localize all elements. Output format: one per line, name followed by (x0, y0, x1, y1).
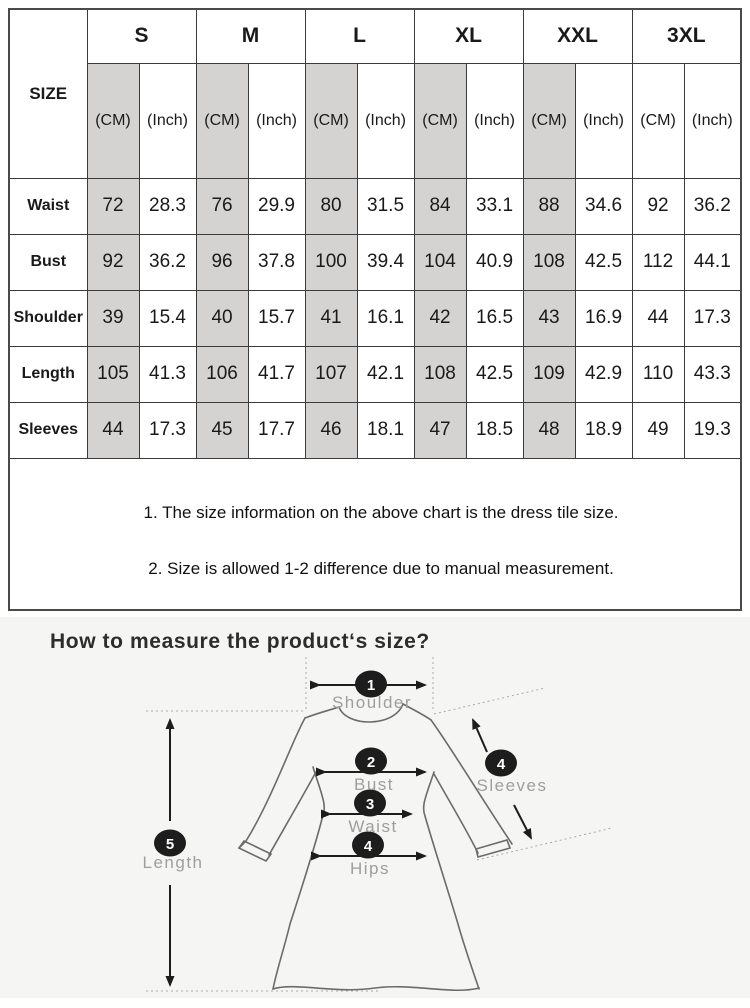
size-header-3xl: 3XL (632, 9, 741, 63)
value-cell: 112 (632, 234, 684, 290)
value-cell: 96 (196, 234, 248, 290)
value-cell: 40 (196, 290, 248, 346)
value-cell: 107 (305, 346, 357, 402)
value-cell: 44 (632, 290, 684, 346)
value-cell: 18.1 (357, 402, 414, 458)
row-label: Waist (9, 178, 87, 234)
length-label: Length (142, 853, 204, 872)
value-cell: 18.9 (575, 402, 632, 458)
value-cell: 108 (414, 346, 466, 402)
unit-cm-header: (CM) (196, 63, 248, 178)
value-cell: 104 (414, 234, 466, 290)
value-cell: 43 (523, 290, 575, 346)
value-cell: 42.1 (357, 346, 414, 402)
value-cell: 16.9 (575, 290, 632, 346)
hips-label: Hips (349, 859, 391, 878)
measure-section-title: How to measure the product‘s size? (50, 630, 430, 653)
how-to-measure-section (0, 617, 750, 998)
value-cell: 72 (87, 178, 139, 234)
value-cell: 41.7 (248, 346, 305, 402)
unit-cm-header: (CM) (87, 63, 139, 178)
size-chart (8, 8, 742, 611)
value-cell: 47 (414, 402, 466, 458)
size-header-m: M (196, 9, 305, 63)
waist-label: Waist (348, 817, 398, 836)
unit-inch-header: (Inch) (684, 63, 741, 178)
sleeves-arrow-down (514, 805, 531, 838)
sleeve-guide-top (434, 688, 545, 714)
table-row-sleeves (9, 402, 741, 458)
sleeve-guide-bottom (477, 828, 612, 860)
value-cell: 42.9 (575, 346, 632, 402)
value-cell: 42.5 (466, 346, 523, 402)
value-cell: 76 (196, 178, 248, 234)
size-corner-label: SIZE (9, 9, 87, 178)
value-cell: 36.2 (684, 178, 741, 234)
unit-inch-header: (Inch) (575, 63, 632, 178)
size-header-l: L (305, 9, 414, 63)
row-label: Shoulder (9, 290, 87, 346)
table-row-length (9, 346, 741, 402)
value-cell: 39.4 (357, 234, 414, 290)
table-notes (9, 458, 741, 610)
table-row-shoulder (9, 290, 741, 346)
value-cell: 15.4 (139, 290, 196, 346)
unit-cm-header: (CM) (632, 63, 684, 178)
value-cell: 36.2 (139, 234, 196, 290)
row-label: Sleeves (9, 402, 87, 458)
sleeves-label: Sleeves (476, 776, 548, 795)
bust-label: Bust (353, 775, 395, 794)
value-cell: 42.5 (575, 234, 632, 290)
value-cell: 46 (305, 402, 357, 458)
value-cell: 43.3 (684, 346, 741, 402)
value-cell: 109 (523, 346, 575, 402)
svg-text:3: 3 (365, 796, 375, 813)
value-cell: 100 (305, 234, 357, 290)
value-cell: 42 (414, 290, 466, 346)
value-cell: 48 (523, 402, 575, 458)
sleeves-arrow-up (473, 720, 487, 752)
value-cell: 17.3 (139, 402, 196, 458)
value-cell: 92 (632, 178, 684, 234)
value-cell: 106 (196, 346, 248, 402)
value-cell: 110 (632, 346, 684, 402)
value-cell: 18.5 (466, 402, 523, 458)
shoulder-label: Shoulder (331, 693, 413, 712)
size-header-xxl: XXL (523, 9, 632, 63)
unit-cm-header: (CM) (523, 63, 575, 178)
size-header-s: S (87, 9, 196, 63)
value-cell: 28.3 (139, 178, 196, 234)
svg-text:4: 4 (363, 838, 373, 855)
value-cell: 39 (87, 290, 139, 346)
dress-measure-diagram (0, 654, 750, 999)
size-table (8, 8, 742, 611)
unit-inch-header: (Inch) (248, 63, 305, 178)
value-cell: 17.7 (248, 402, 305, 458)
value-cell: 105 (87, 346, 139, 402)
unit-cm-header: (CM) (305, 63, 357, 178)
value-cell: 41.3 (139, 346, 196, 402)
table-row-waist (9, 178, 741, 234)
value-cell: 45 (196, 402, 248, 458)
value-cell: 15.7 (248, 290, 305, 346)
value-cell: 49 (632, 402, 684, 458)
value-cell: 108 (523, 234, 575, 290)
value-cell: 29.9 (248, 178, 305, 234)
value-cell: 84 (414, 178, 466, 234)
value-cell: 33.1 (466, 178, 523, 234)
value-cell: 19.3 (684, 402, 741, 458)
table-row-bust (9, 234, 741, 290)
size-header-xl: XL (414, 9, 523, 63)
value-cell: 31.5 (357, 178, 414, 234)
value-cell: 16.1 (357, 290, 414, 346)
row-label: Length (9, 346, 87, 402)
unit-inch-header: (Inch) (466, 63, 523, 178)
bust-badge (355, 748, 387, 775)
svg-text:2: 2 (366, 754, 376, 771)
value-cell: 44 (87, 402, 139, 458)
value-cell: 16.5 (466, 290, 523, 346)
svg-text:1: 1 (366, 677, 376, 694)
unit-cm-header: (CM) (414, 63, 466, 178)
note-1: 1. The size information on the above chart is the dress tile size. (143, 502, 619, 522)
value-cell: 80 (305, 178, 357, 234)
value-cell: 40.9 (466, 234, 523, 290)
row-label: Bust (9, 234, 87, 290)
note-2: 2. Size is allowed 1-2 difference due to manual measurement. (148, 558, 614, 578)
svg-text:5: 5 (165, 836, 175, 853)
svg-text:4: 4 (496, 756, 506, 773)
unit-inch-header: (Inch) (357, 63, 414, 178)
value-cell: 37.8 (248, 234, 305, 290)
sleeves-badge (485, 750, 517, 777)
value-cell: 44.1 (684, 234, 741, 290)
value-cell: 17.3 (684, 290, 741, 346)
value-cell: 92 (87, 234, 139, 290)
unit-inch-header: (Inch) (139, 63, 196, 178)
value-cell: 34.6 (575, 178, 632, 234)
value-cell: 41 (305, 290, 357, 346)
value-cell: 88 (523, 178, 575, 234)
